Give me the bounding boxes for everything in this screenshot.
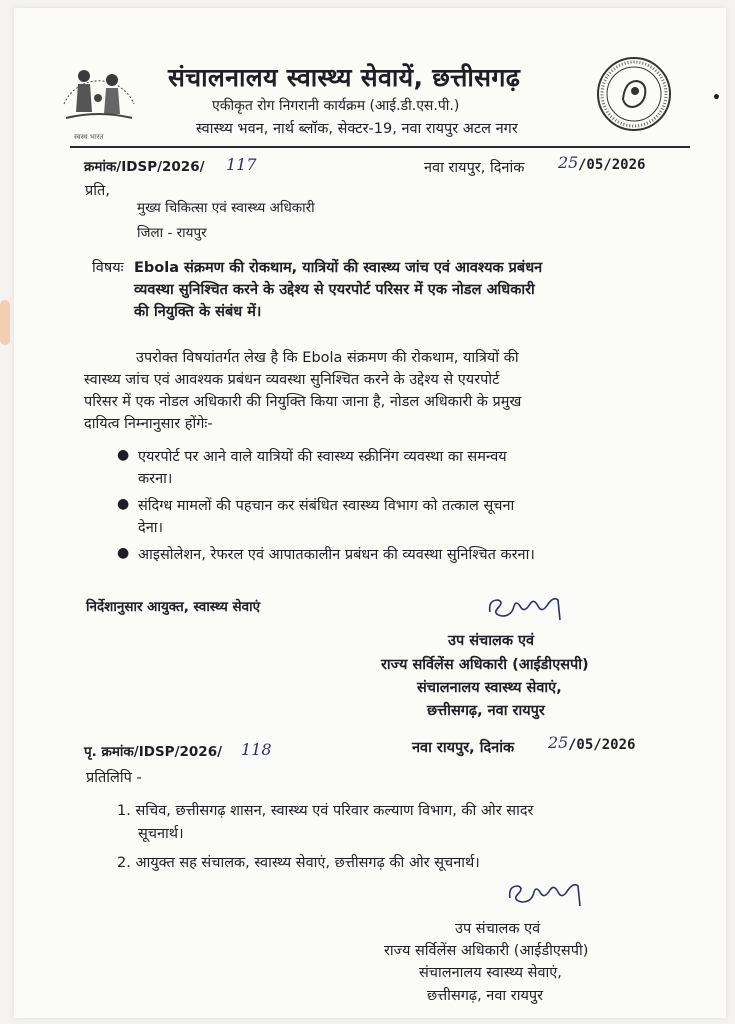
- program-name: एकीकृत रोग निगरानी कार्यक्रम (आई.डी.एस.पी.): [212, 98, 460, 114]
- signatory-designation: उप संचालक एवं: [448, 633, 535, 649]
- copy-item: 1. सचिव, छत्तीसगढ़ शासन, स्वास्थ्य एवं परिवार कल्याण विभाग, की ओर सादर: [117, 803, 534, 819]
- recipient-district: जिला - रायपुर: [137, 225, 207, 241]
- health-mission-logo-icon: [54, 54, 144, 134]
- subject-line: व्यवस्था सुनिश्चित करने के उद्देश्य से एयरपोर्ट परिसर में एक नोडल अधिकारी: [134, 282, 535, 298]
- subject-line: की नियुक्ति के संबंध में।: [134, 304, 262, 320]
- body-line: दायित्व निम्नानुसार होंगेः-: [84, 416, 213, 432]
- copy-item: सूचनार्थ।: [138, 826, 184, 842]
- letter-ref-number: 117: [226, 155, 257, 174]
- copy-signatory-office: संचालनालय स्वास्थ्य सेवाएं,: [419, 965, 562, 981]
- duty-item: एयरपोर्ट पर आने वाले यात्रियों की स्वास्थ्य स्क्रीनिंग व्यवस्था का समन्वय: [138, 449, 507, 465]
- bullet-icon: ●: [117, 447, 130, 463]
- duty-item: करना।: [138, 471, 173, 487]
- edge-mark: •: [712, 90, 721, 106]
- department-title: संचालनालय स्वास्थ्य सेवायें, छत्तीसगढ़: [168, 63, 521, 92]
- duty-item: देना।: [138, 520, 163, 536]
- copy-signatory-designation: राज्य सर्विलेंस अधिकारी (आईडीएसपी): [384, 943, 589, 959]
- duty-item: आइसोलेशन, रेफरल एवं आपातकालीन प्रबंधन की व्यवस्था सुनिश्चित करना।: [138, 547, 535, 563]
- copy-signatory-designation: उप संचालक एवं: [455, 921, 541, 937]
- instruction-line: निर्देशानुसार आयुक्त, स्वास्थ्य सेवाएं: [86, 599, 261, 615]
- to-label: प्रति,: [85, 183, 110, 199]
- department-address: स्वास्थ्य भवन, नार्थ ब्लॉक, सेक्टर-19, नवा रायपुर अटल नगर: [196, 121, 518, 137]
- copy-label: प्रतिलिपि -: [86, 770, 142, 786]
- signatory-designation: राज्य सर्विलेंस अधिकारी (आईडीएसपी): [381, 657, 589, 673]
- signature-icon: [500, 876, 590, 912]
- copy-item: 2. आयुक्त सह संचालक, स्वास्थ्य सेवाएं, छत्तीसगढ़ की ओर सूचनार्थ।: [117, 855, 480, 871]
- body-line: स्वास्थ्य जांच एवं आवश्यक प्रबंधन व्यवस्था सुनिश्चित करने के उद्देश्य से एयरपोर्ट: [84, 372, 500, 388]
- copy-place-date-label: नवा रायपुर, दिनांक: [412, 740, 515, 756]
- copy-ref-number: 118: [241, 740, 272, 759]
- copy-signatory-place: छत्तीसगढ़, नवा रायपुर: [427, 988, 544, 1004]
- letter-ref-label: क्रमांक/IDSP/2026/: [84, 159, 205, 175]
- state-seal-icon: [595, 55, 673, 133]
- signatory-office: संचालनालय स्वास्थ्य सेवाएं,: [417, 680, 562, 696]
- paper-stain: [0, 300, 10, 345]
- header-rule: [70, 146, 690, 148]
- body-line: उपरोक्त विषयांतर्गत लेख है कि Ebola संक्रमण की रोकथाम, यात्रियों की: [136, 350, 519, 366]
- subject-line: Ebola संक्रमण की रोकथाम, यात्रियों की स्वास्थ्य जांच एवं आवश्यक प्रबंधन: [134, 260, 543, 276]
- signatory-place: छत्तीसगढ़, नवा रायपुर: [427, 703, 545, 719]
- recipient-designation: मुख्य चिकित्सा एवं स्वास्थ्य अधिकारी: [137, 200, 315, 216]
- subject-label: विषयः: [92, 260, 124, 276]
- body-line: परिसर में एक नोडल अधिकारी की नियुक्ति किया जाना है, नोडल अधिकारी के प्रमुख: [84, 394, 522, 410]
- copy-date-day: 25: [548, 733, 569, 752]
- duty-item: संदिग्ध मामलों की पहचान कर संबंधित स्वास्थ्य विभाग को तत्काल सूचना: [138, 498, 515, 514]
- copy-date-rest: /05/2026: [568, 737, 636, 753]
- copy-ref-label: पृ. क्रमांक/IDSP/2026/: [84, 744, 223, 760]
- letter-date-day: 25: [558, 153, 579, 172]
- bullet-icon: ●: [117, 545, 130, 561]
- letter-place-date-label: नवा रायपुर, दिनांक: [424, 160, 525, 176]
- letter-date-rest: /05/2026: [578, 157, 646, 173]
- signature-icon: [478, 592, 568, 626]
- bullet-icon: ●: [117, 496, 130, 512]
- left-logo-caption: स्वस्थ भारत: [74, 133, 104, 141]
